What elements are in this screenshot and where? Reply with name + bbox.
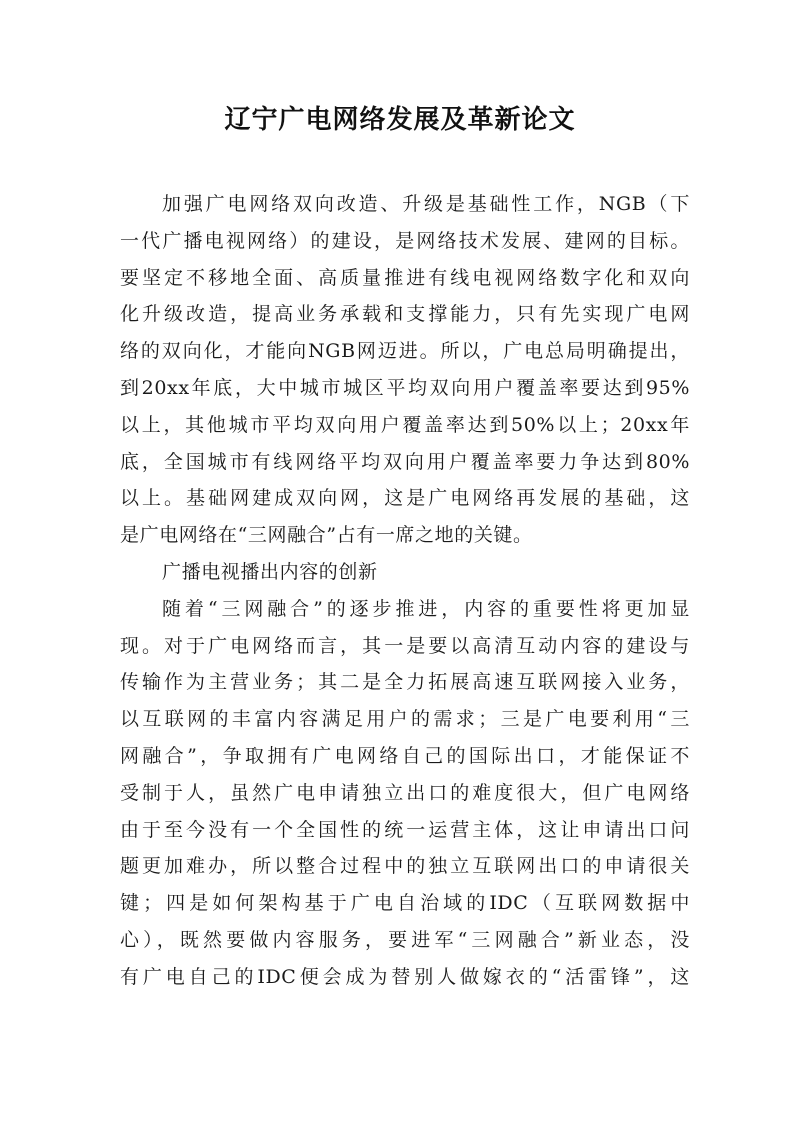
- text-line: 网融合”，争取拥有广电网络自己的国际出口，才能保证不: [120, 744, 690, 767]
- text-line: 传输作为主营业务；其二是全力拓展高速互联网接入业务，: [120, 671, 690, 694]
- text-line: 心），既然要做内容服务，要进军“三网融合”新业态，没: [120, 928, 690, 951]
- text-line: 有广电自己的IDC便会成为替别人做嫁衣的“活雷锋”，这: [120, 965, 690, 988]
- paragraph-content: [120, 591, 690, 996]
- text-line: 以互联网的丰富内容满足用户的需求；三是广电要利用“三: [120, 708, 690, 731]
- section-heading: [120, 554, 690, 591]
- text-line: 以上，其他城市平均双向用户覆盖率达到50%以上；20xx年: [120, 413, 690, 436]
- text-line: 一代广播电视网络）的建设，是网络技术发展、建网的目标。: [120, 229, 690, 252]
- text-line: 随着“三网融合”的逐步推进，内容的重要性将更加显: [162, 597, 690, 620]
- document-title: 辽宁广电网络发展及革新论文: [224, 105, 576, 135]
- section-heading-text: 广播电视播出内容的创新: [162, 560, 378, 583]
- text-line: 以上。基础网建成双向网，这是广电网络再发展的基础，这: [120, 487, 690, 510]
- text-line: 键；四是如何架构基于广电自治域的IDC（互联网数据中: [120, 892, 690, 915]
- paragraph-intro: [120, 186, 690, 554]
- text-line: 题更加难办，所以整合过程中的独立互联网出口的申请很关: [120, 855, 690, 878]
- text-line: 要坚定不移地全面、高质量推进有线电视网络数字化和双向: [120, 266, 690, 289]
- text-line: 由于至今没有一个全国性的统一运营主体，这让申请出口问: [120, 818, 690, 841]
- text-line: 是广电网络在“三网融合”占有一席之地的关键。: [120, 524, 533, 547]
- text-line: 受制于人，虽然广电申请独立出口的难度很大，但广电网络: [120, 781, 690, 804]
- text-line: 化升级改造，提高业务承载和支撑能力，只有先实现广电网: [120, 303, 690, 326]
- text-line: 底，全国城市有线网络平均双向用户覆盖率要力争达到80%: [120, 450, 690, 473]
- text-line: 到20xx年底，大中城市城区平均双向用户覆盖率要达到95%: [120, 376, 690, 399]
- document-body: [120, 186, 690, 996]
- text-line: 加强广电网络双向改造、升级是基础性工作，NGB（下: [162, 193, 690, 215]
- text-line: 现。对于广电网络而言，其一是要以高清互动内容的建设与: [120, 634, 690, 657]
- text-line: 络的双向化，才能向NGB网迈进。所以，广电总局明确提出，: [120, 340, 690, 363]
